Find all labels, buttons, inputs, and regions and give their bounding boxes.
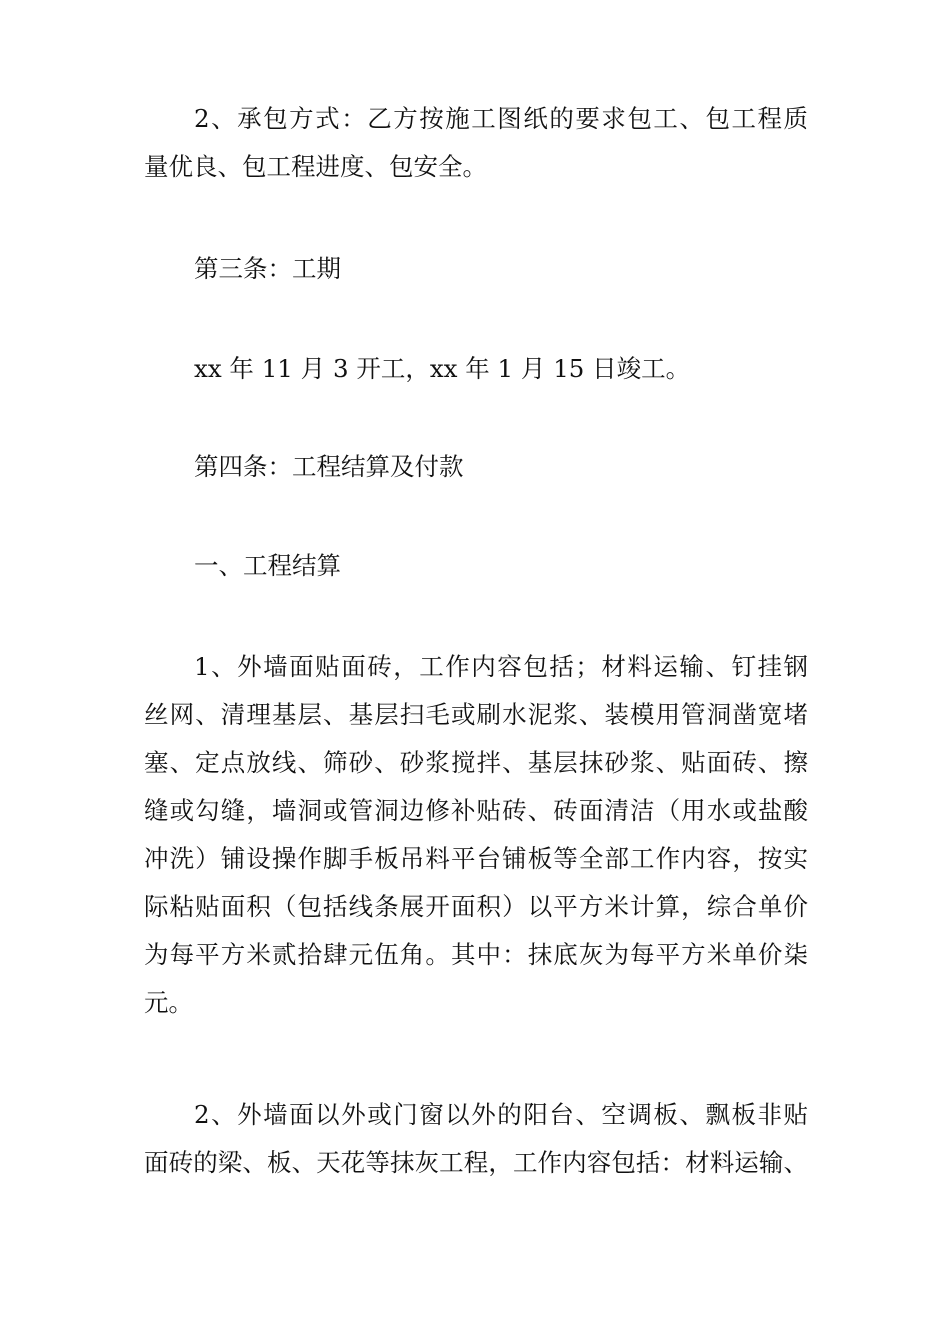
text-line: 缝或勾缝，墙洞或管洞边修补贴砖、砖面清洁（用水或盐酸 bbox=[144, 796, 808, 825]
paragraph-schedule bbox=[144, 345, 808, 393]
paragraph-contract-method bbox=[144, 95, 808, 191]
text-line: 一、工程结算 bbox=[194, 551, 341, 580]
text-line: 际粘贴面积（包括线条展开面积）以平方米计算，综合单价 bbox=[144, 892, 808, 921]
heading-article-four bbox=[144, 443, 808, 491]
paragraph-plastering bbox=[144, 1091, 808, 1187]
heading-settlement bbox=[144, 542, 808, 590]
text-line: 面砖的梁、板、天花等抹灰工程，工作内容包括：材料运输、 bbox=[144, 1148, 808, 1177]
heading-article-three bbox=[144, 245, 808, 293]
text-line: 冲洗）铺设操作脚手板吊料平台铺板等全部工作内容，按实 bbox=[144, 844, 808, 873]
text-line: 量优良、包工程进度、包安全。 bbox=[144, 152, 487, 181]
text-line: xx 年 11 月 3 开工，xx 年 1 月 15 日竣工。 bbox=[194, 354, 691, 383]
text-line: 2、承包方式：乙方按施工图纸的要求包工、包工程质 bbox=[194, 104, 808, 133]
text-line: 元。 bbox=[144, 988, 193, 1017]
text-line: 塞、定点放线、筛砂、砂浆搅拌、基层抹砂浆、贴面砖、擦 bbox=[144, 748, 808, 777]
text-line: 第四条：工程结算及付款 bbox=[194, 452, 464, 481]
text-line: 第三条：工期 bbox=[194, 254, 341, 283]
text-line: 丝网、清理基层、基层扫毛或刷水泥浆、装模用管洞凿宽堵 bbox=[144, 700, 808, 729]
paragraph-exterior-tiles bbox=[144, 643, 808, 1027]
text-line: 1、外墙面贴面砖，工作内容包括；材料运输、钉挂钢 bbox=[194, 652, 808, 681]
text-line: 为每平方米贰拾肆元伍角。其中：抹底灰为每平方米单价柒 bbox=[144, 940, 808, 969]
text-line: 2、外墙面以外或门窗以外的阳台、空调板、飘板非贴 bbox=[194, 1100, 808, 1129]
